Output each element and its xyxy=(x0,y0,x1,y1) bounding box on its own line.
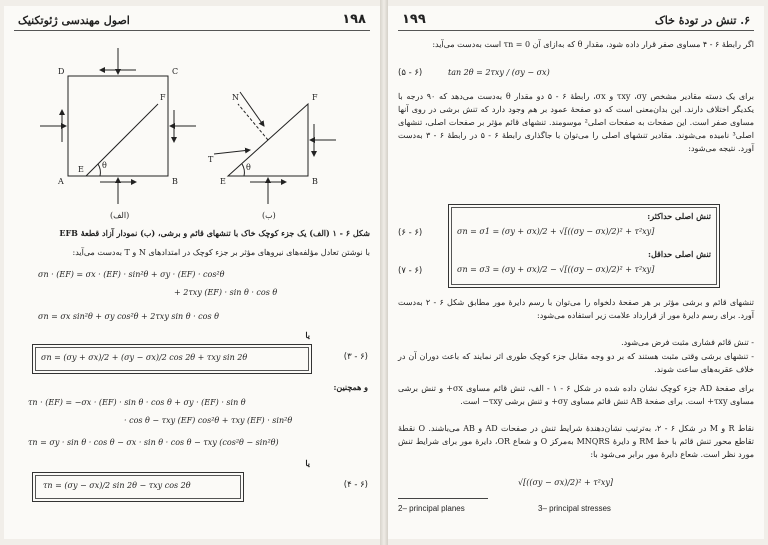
eq6: σn = σ1 = (σy + σx)/2 + √[((σy − σx)/2)² + τ²xy] xyxy=(457,227,655,236)
right-para3: تنشهای قائم و برشی مؤثر بر هر صفحهٔ دلخواه را می‌توان با رسم دایرهٔ مور مطابق شکل ۶ - ۲ به‌دست آورد. برای رسم دایرهٔ مور از قرارداد علامت زیر استفاده می‌شود: xyxy=(398,298,754,320)
right-running-title: ۶. تنش در تودهٔ خاک xyxy=(654,14,750,27)
eq-c1: τn · (EF) = −σx · (EF) · sin θ · cos θ + σy · (EF) · sin θ xyxy=(28,398,246,407)
book-gutter xyxy=(380,0,388,545)
eq6-number: (۶ - ۶) xyxy=(398,228,423,238)
minor-stress-label: تنش اصلی حداقل: xyxy=(648,249,711,259)
eq-radius: √[((σy − σx)/2)² + τ²xy] xyxy=(518,478,614,487)
element-b xyxy=(214,92,336,204)
pt-B-b: B xyxy=(312,177,318,186)
figure-caption: شکل ۶ - ۱ (الف) یک جزء کوچک خاک با تنشهای قائم و برشی، (ب) نمودار آزاد قطعهٔ EFB xyxy=(59,228,370,238)
right-para5: نقاط R و M در شکل ۶ - ۲، به‌ترتیب نشان‌دهندهٔ شرایط تنش در صفحات AD و AB می‌باشند. O نقطهٔ تقاطع محور تنش قائم با خط RM و دایرهٔ MNQRS به‌مرکز O و شعاع OR، دایرهٔ مور برای شرایط تنش مورد نظر است. شعاع دایرهٔ مور برابر می‌شود با: xyxy=(398,424,755,459)
left-page-number: ۱۹۸ xyxy=(342,12,366,27)
right-para2: برای یک دسته مقادیر مشخص τxy ،σy و σx، رابطهٔ ۶ - ۵ دو مقدار θ به‌دست می‌دهد که ۹۰ درجه با یکدیگر اختلاف دارند. این بدان‌معنی است که دو صفحهٔ عمود بر هم وجود دارد که تنش برشی در روی آنها مساوی صفر است. این صفحات به صفحات اصلی² موسومند. تنشهای قائم مؤثر بر صفحات اصلی، تنشهای اصلی³ نامیده می‌شوند. مقادیر تنشهای اصلی را می‌توان با جاگذاری رابطهٔ ۶ - ۵ در رابطهٔ ۶ - ۳ به‌دست آورد. نتیجه می‌شود: xyxy=(398,92,755,153)
right-page xyxy=(388,6,764,539)
hamchenin: و همچنین: xyxy=(333,382,368,392)
pt-E: E xyxy=(78,165,84,174)
fig-label-b: (ب) xyxy=(262,211,276,220)
principal-stress-box xyxy=(448,204,720,288)
pt-F: F xyxy=(160,93,166,102)
pt-F-b: F xyxy=(312,93,318,102)
left-page xyxy=(4,6,380,539)
eq5-number: (۵ - ۶) xyxy=(398,68,423,78)
ya-1: یا xyxy=(305,330,310,340)
eq3-box xyxy=(32,344,312,374)
eq-d: τn = σy · sin θ · cos θ − σx · sin θ · cos θ − τxy (cos²θ − sin²θ) xyxy=(28,438,279,447)
eq7-number: (۷ - ۶) xyxy=(398,266,423,276)
eq-c2: · cos θ − τxy (EF) cos²θ + τxy (EF) · sin²θ xyxy=(124,416,293,425)
eq4: τn = (σy − σx)/2 sin 2θ − τxy cos 2θ xyxy=(43,481,191,490)
pt-T: T xyxy=(208,155,214,164)
left-header-rule xyxy=(14,30,370,31)
footnote-2: 3– principal stresses xyxy=(538,504,611,513)
left-para1: با نوشتن تعادل مؤلفه‌های نیروهای مؤثر بر جزء کوچک در امتدادهای N و T به‌دست می‌آید: xyxy=(72,248,370,257)
eq5: tan 2θ = 2τxy / (σy − σx) xyxy=(448,68,550,77)
pt-E-b: E xyxy=(220,177,226,186)
pt-A: A xyxy=(58,177,64,186)
eq-a1: σn · (EF) = σx · (EF) · sin²θ + σy · (EF) · cos²θ xyxy=(38,270,225,279)
left-running-title: اصول مهندسی ژئوتکنیک xyxy=(18,14,130,27)
pt-B: B xyxy=(172,177,178,186)
pt-D: D xyxy=(58,67,65,76)
footnote-1: 2– principal planes xyxy=(398,504,465,513)
eq-a2: + 2τxy (EF) · sin θ · cos θ xyxy=(174,288,278,297)
right-header-rule xyxy=(398,30,754,31)
pt-theta-b: θ xyxy=(246,163,251,172)
sign-convention-2: - تنشهای برشی وقتی مثبت هستند که بر دو وجه مقابل جزء کوچک طوری اثر نمایند که باعث دوران آن در خلاف عقربه‌های ساعت شوند. xyxy=(398,352,754,374)
right-para1: اگر رابطهٔ ۶ - ۴ مساوی صفر قرار داده شود، مقدار θ که به‌ازای آن τn = 0 است به‌دست می‌آید: xyxy=(432,40,754,49)
fig-label-a: (الف) xyxy=(110,211,130,220)
right-page-number: ۱۹۹ xyxy=(402,12,426,27)
footnote-rule xyxy=(398,498,488,499)
right-header xyxy=(398,10,754,32)
eq4-box xyxy=(32,472,244,502)
eq-b: σn = σx sin²θ + σy cos²θ + 2τxy sin θ · cos θ xyxy=(38,312,219,321)
eq4-number: (۴ - ۶) xyxy=(343,480,368,490)
stress-element-figure xyxy=(18,42,368,222)
right-para4: برای صفحهٔ AD جزء کوچک نشان داده شده در شکل ۶ - ۱ - الف، تنش قائم مساوی σx+ و تنش برشی مساوی τxy+ است. برای صفحهٔ AB تنش قائم مساوی σy+ و تنش برشی τxy− است. xyxy=(398,384,754,406)
pt-C: C xyxy=(172,67,179,76)
major-stress-label: تنش اصلی حداکثر: xyxy=(647,211,711,221)
ya-2: یا xyxy=(305,458,310,468)
eq3: σn = (σy + σx)/2 + (σy − σx)/2 cos 2θ + τxy sin 2θ xyxy=(41,353,248,362)
eq7: σn = σ3 = (σy + σx)/2 − √[((σy − σx)/2)² + τ²xy] xyxy=(457,265,655,274)
eq3-number: (۳ - ۶) xyxy=(343,352,368,362)
pt-theta-a: θ xyxy=(102,161,107,170)
pt-N: N xyxy=(232,93,239,102)
left-header xyxy=(14,10,370,32)
sign-convention-1: - تنش قائم فشاری مثبت فرض می‌شود. xyxy=(621,338,754,347)
